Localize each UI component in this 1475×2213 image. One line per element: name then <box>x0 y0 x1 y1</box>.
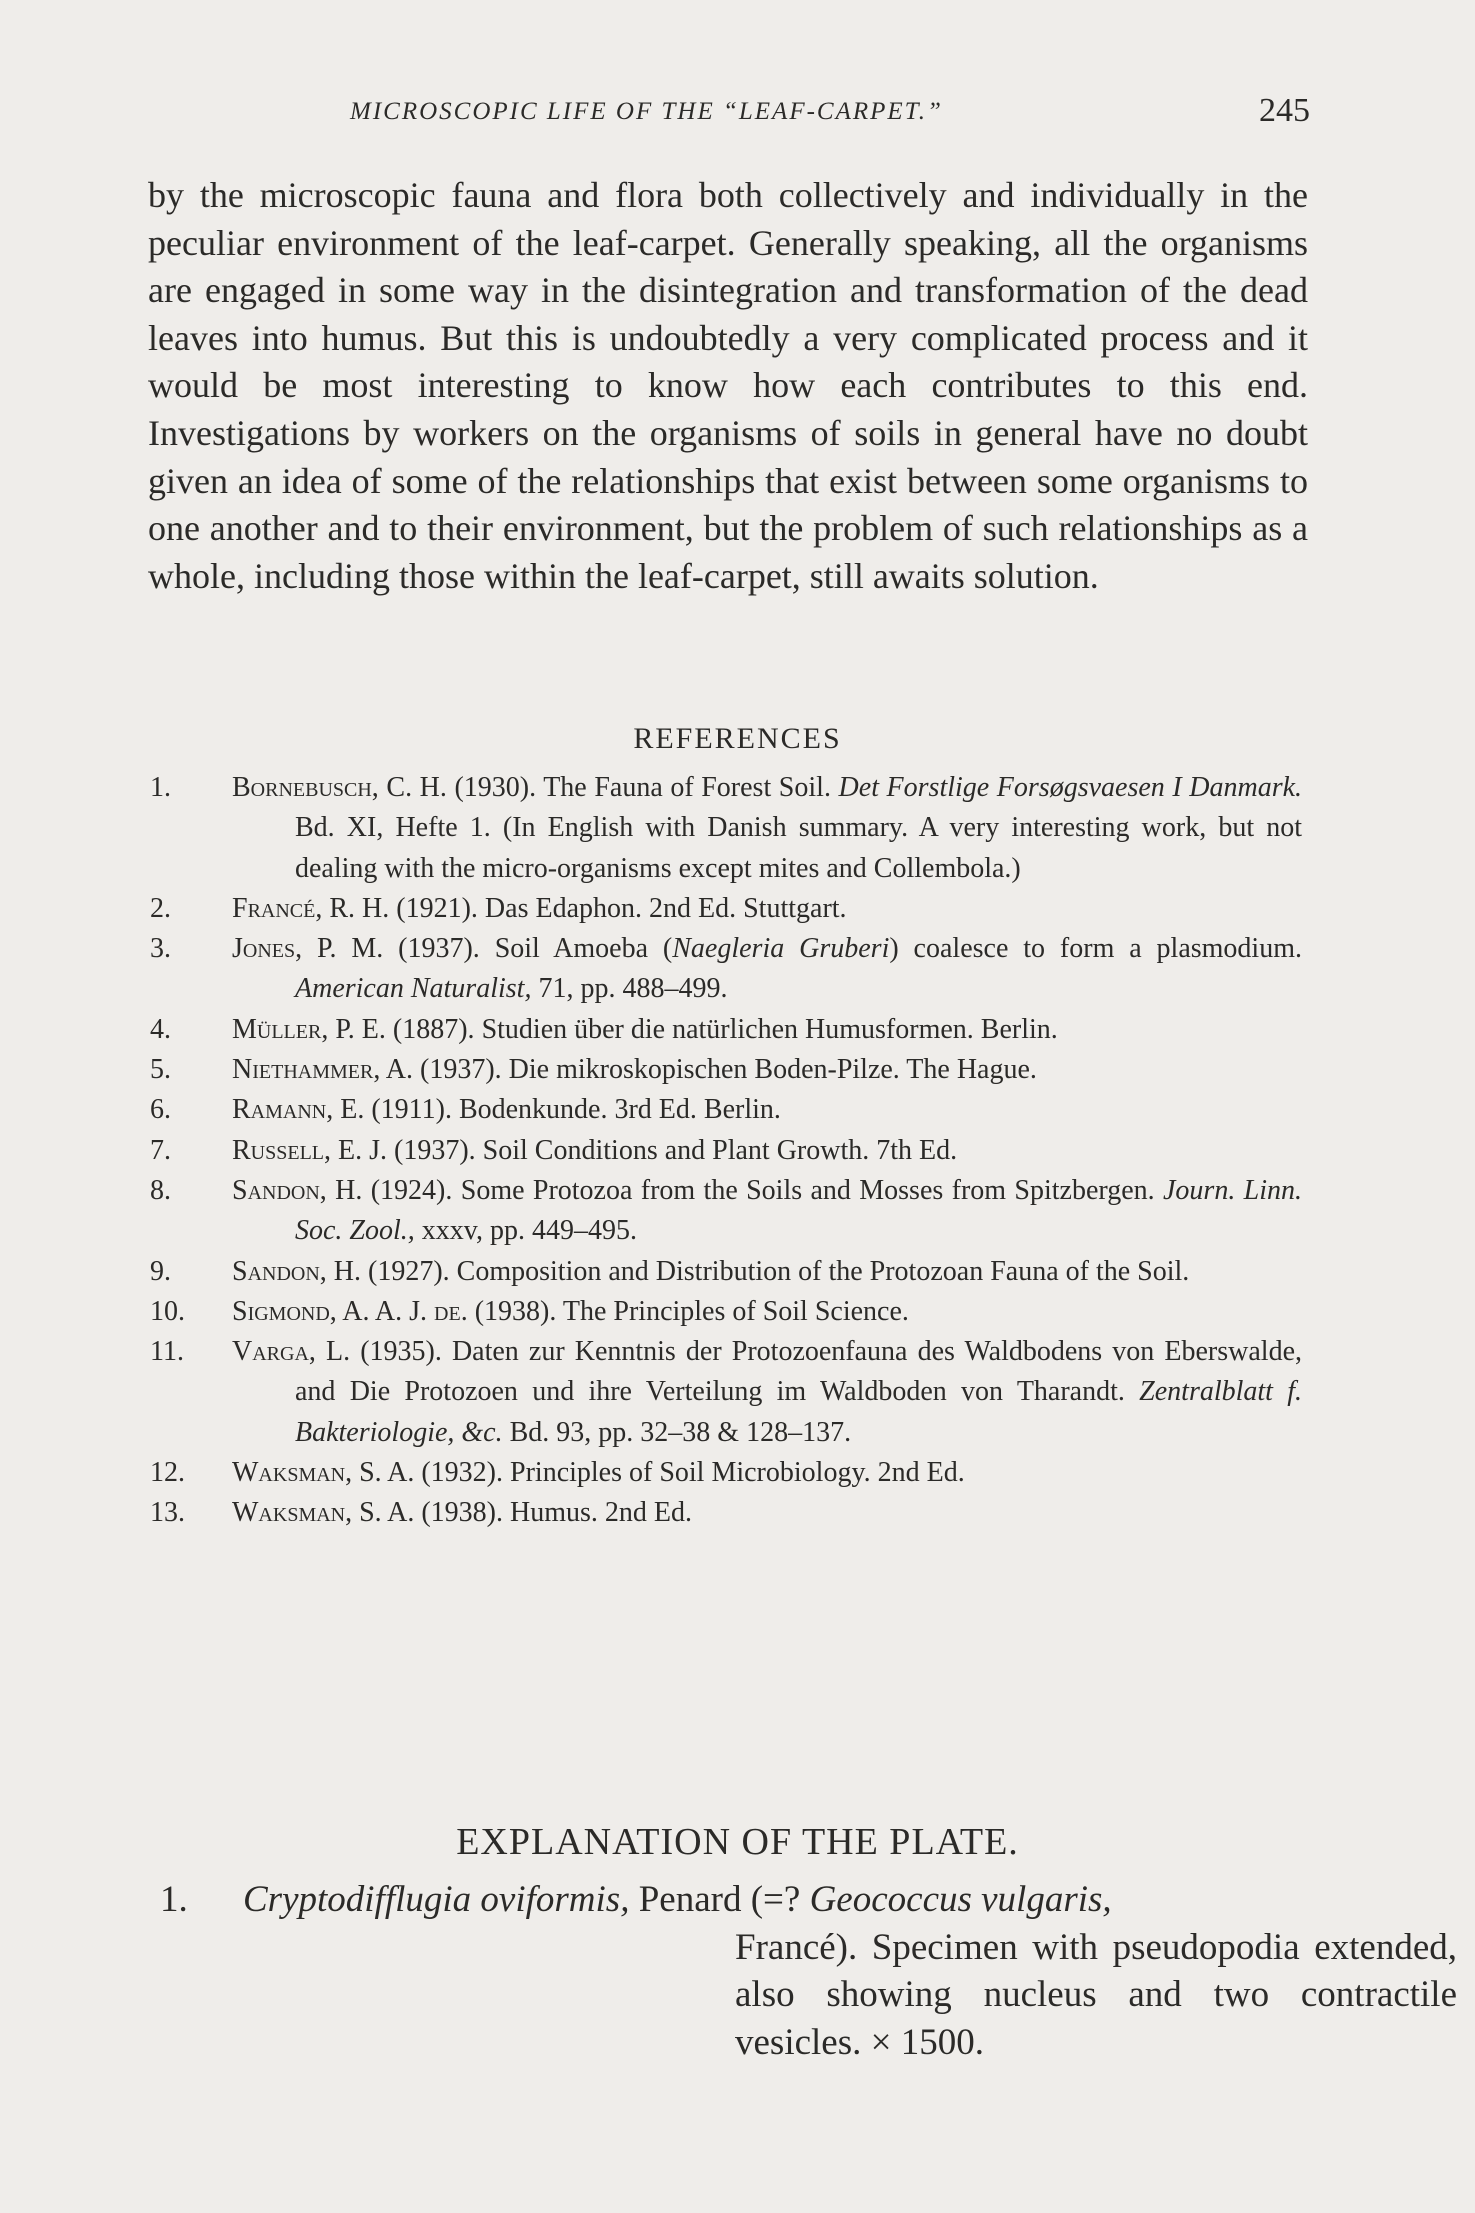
reference-item <box>150 1332 1302 1453</box>
references-heading: REFERENCES <box>633 722 842 755</box>
running-head <box>150 92 1320 142</box>
reference-year: (1935). <box>360 1336 442 1368</box>
reference-author: Ramann, E. <box>232 1094 365 1126</box>
reference-title: Daten zur Kenntnis der Protozoenfauna des Waldbodens von Eberswalde, and Die Protozoen und ihre Verteilung im Waldboden von Tharandt. <box>295 1336 1302 1408</box>
reference-number: 3. <box>150 933 171 965</box>
reference-author: Müller, P. E. <box>232 1013 386 1045</box>
reference-author: Waksman, S. A. <box>232 1457 415 1489</box>
reference-item <box>150 768 1302 889</box>
reference-number: 1. <box>150 772 171 803</box>
reference-text <box>232 1332 1302 1453</box>
reference-text <box>232 1252 1302 1292</box>
reference-text <box>232 889 1302 929</box>
reference-item <box>150 929 1302 1010</box>
reference-title: Studien über die natürlichen Humusformen. Berlin. <box>481 1013 1058 1045</box>
reference-number: 4. <box>150 1013 171 1045</box>
reference-year: (1937). <box>394 1134 476 1166</box>
reference-journal: Zentralblatt f. Bakteriologie, &c. <box>295 1376 1303 1448</box>
reference-title: The Fauna of Forest Soil. <box>543 772 831 803</box>
reference-title: Soil Conditions and Plant Growth. 7th Ed. <box>482 1134 958 1166</box>
reference-item <box>150 1171 1302 1252</box>
plate-authority: Penard (=? <box>638 1879 801 1920</box>
reference-details: Bd. XI, Hefte 1. (In English with Danish summary. A very interesting work, but not dealing with the micro-organisms except mites and Collembola.) <box>295 812 1302 884</box>
reference-author: Niethammer, A. <box>232 1054 413 1086</box>
reference-journal: American Naturalist, <box>295 973 532 1005</box>
reference-author: Russell, E. J. <box>232 1134 388 1166</box>
reference-details: xxxv, pp. 449–495. <box>421 1215 637 1247</box>
reference-details: 71, pp. 488–499. <box>538 973 728 1005</box>
reference-title: The Principles of Soil Science. <box>562 1295 909 1327</box>
reference-text <box>232 1090 1302 1130</box>
reference-number: 8. <box>150 1174 171 1206</box>
reference-author: Jones, P. M. <box>232 933 384 965</box>
reference-year: (1937). <box>420 1054 502 1086</box>
reference-text <box>232 1453 1302 1493</box>
reference-author: Sandon, H. <box>232 1174 363 1206</box>
plate-description: Francé). Specimen with pseudopodia extended, also showing nucleus and two contractile vesicles. × 1500. <box>735 1926 1457 2063</box>
plate-species: Cryptodifflugia oviformis, <box>243 1879 630 1920</box>
reference-number: 5. <box>150 1054 171 1086</box>
reference-number: 13. <box>150 1497 185 1529</box>
reference-year: (1938). <box>474 1295 557 1327</box>
references-list <box>150 768 1302 1534</box>
reference-year: (1930). <box>454 772 537 803</box>
reference-journal: Det Forstlige Forsøgsvaesen I Danmark. <box>838 772 1303 803</box>
reference-number: 7. <box>150 1134 171 1166</box>
reference-text <box>232 1493 1302 1533</box>
reference-title: Soil Amoeba ( <box>494 933 673 965</box>
reference-year: (1887). <box>392 1013 475 1045</box>
reference-item <box>150 1010 1302 1050</box>
reference-item <box>150 1292 1302 1332</box>
reference-year: (1924). <box>370 1174 453 1206</box>
reference-details: Bd. 93, pp. 32–38 & 128–137. <box>509 1416 852 1448</box>
reference-title: Composition and Distribution of the Protozoan Fauna of the Soil. <box>456 1255 1190 1287</box>
reference-title: Die mikroskopischen Boden-Pilze. The Hague. <box>508 1054 1037 1086</box>
reference-number: 11. <box>150 1336 184 1368</box>
reference-year: (1937). <box>398 933 480 965</box>
reference-year: (1927). <box>368 1255 450 1287</box>
reference-number: 12. <box>150 1457 185 1489</box>
reference-author: Sandon, H. <box>232 1255 362 1287</box>
reference-item <box>150 1453 1302 1493</box>
reference-number: 9. <box>150 1255 171 1287</box>
reference-year: (1911). <box>371 1094 452 1126</box>
page-number: 245 <box>1259 92 1310 129</box>
reference-year: (1938). <box>421 1497 504 1529</box>
reference-number: 6. <box>150 1094 171 1126</box>
reference-text <box>232 1131 1302 1171</box>
reference-author: Waksman, S. A. <box>232 1497 415 1529</box>
reference-text <box>232 1292 1302 1332</box>
reference-title: Principles of Soil Microbiology. 2nd Ed. <box>510 1457 965 1489</box>
plate-item-number: 1. <box>160 1879 188 1920</box>
reference-number: 10. <box>150 1295 185 1327</box>
reference-text <box>232 1171 1302 1252</box>
running-title: MICROSCOPIC LIFE OF THE “LEAF-CARPET.” <box>350 98 943 125</box>
reference-year: (1921). <box>396 892 478 924</box>
reference-text <box>232 929 1302 1010</box>
reference-title: Bodenkunde. 3rd Ed. Berlin. <box>458 1094 781 1126</box>
plate-synonym: Geococcus vulgaris, <box>809 1879 1112 1920</box>
reference-item <box>150 1131 1302 1171</box>
reference-author: Sigmond, A. A. J. de. <box>232 1295 468 1327</box>
plate-item-first-line <box>243 1876 1300 1924</box>
reference-journal: Journ. Linn. Soc. Zool., <box>295 1174 1303 1247</box>
reference-details: ) coalesce to form a plasmodium. <box>889 933 1302 965</box>
reference-item <box>150 889 1302 929</box>
reference-text <box>232 768 1302 889</box>
reference-item <box>150 1050 1302 1090</box>
reference-journal: Naegleria Gruberi <box>672 933 890 965</box>
reference-title: Das Edaphon. 2nd Ed. Stuttgart. <box>484 892 847 924</box>
reference-item <box>150 1090 1302 1130</box>
reference-text <box>232 1050 1302 1090</box>
reference-number: 2. <box>150 892 171 924</box>
reference-item <box>150 1493 1302 1533</box>
reference-author: Francé, R. H. <box>232 892 390 924</box>
reference-text <box>232 1010 1302 1050</box>
reference-author: Bornebusch, C. H. <box>232 772 447 803</box>
reference-title: Humus. 2nd Ed. <box>510 1497 693 1529</box>
reference-title: Some Protozoa from the Soils and Mosses from Spitzbergen. <box>460 1174 1155 1206</box>
reference-item <box>150 1252 1302 1292</box>
plate-heading: EXPLANATION OF THE PLATE. <box>456 1821 1019 1863</box>
reference-year: (1932). <box>421 1457 504 1489</box>
reference-author: Varga, L. <box>232 1336 351 1368</box>
body-paragraph: by the microscopic fauna and flora both collectively and individually in the peculiar environment of the leaf-carpet. Generally speaking, all the organisms are engaged in some way in the disintegration and transformation of the dead leaves into humus. But this is undoubtedly a very complicated process and it would be most interesting to know how each contributes to this end. Investigations by workers on the organisms of soils in general have no doubt given an idea of some of the relationships that exist between some organisms to one another and to their environment, but the problem of such relationships as a whole, including those within the leaf-carpet, still awaits solution. <box>148 175 1308 596</box>
